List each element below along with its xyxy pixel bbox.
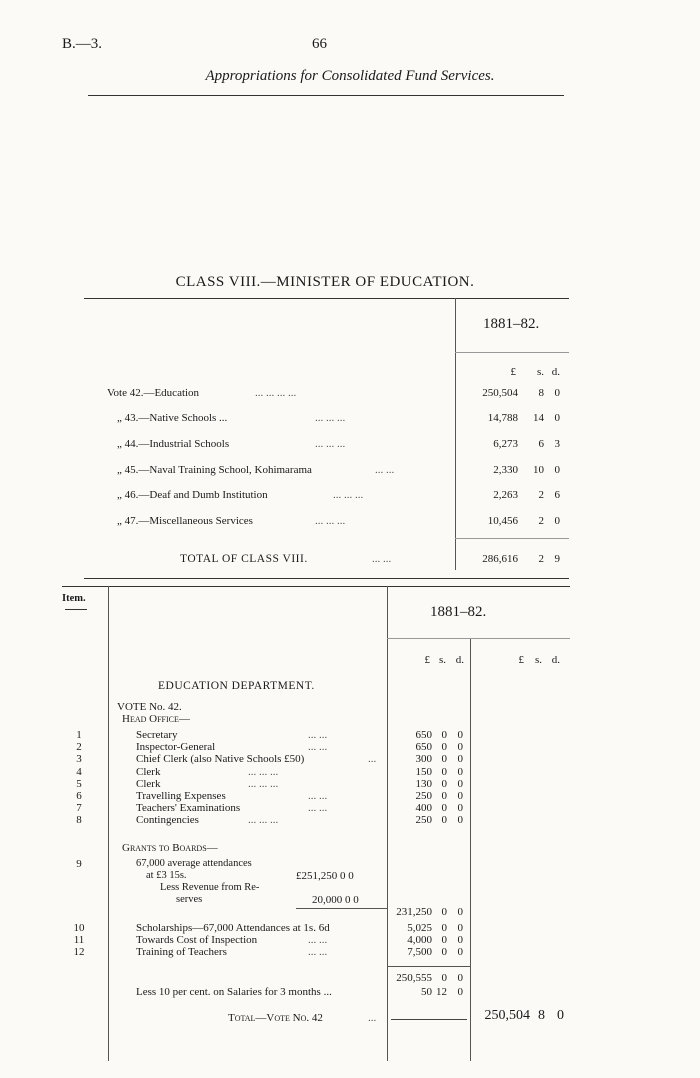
line-item-shillings: 0 <box>441 922 447 934</box>
item-number: 3 <box>76 753 82 765</box>
line-item-shillings: 0 <box>441 814 447 826</box>
line-item-pounds: 7,500 <box>407 946 432 958</box>
summary-row-pence: 0 <box>554 515 560 527</box>
subtotal-pence: 0 <box>457 972 463 984</box>
summary-row-shillings: 2 <box>538 489 544 501</box>
item-header-underline <box>65 609 87 610</box>
summary-bottom-rule <box>84 578 569 579</box>
item-number: 10 <box>73 922 85 934</box>
summary-row-dots: ... ... ... ... <box>255 387 297 399</box>
vote-heading: VOTE No. 42. <box>117 701 182 713</box>
line-item-pence: 0 <box>457 753 463 765</box>
item-column-divider <box>108 586 109 1061</box>
header-rule <box>88 95 564 96</box>
line-item-pence: 0 <box>457 946 463 958</box>
item-number: 6 <box>76 790 82 802</box>
line-item-pounds: 650 <box>415 741 432 753</box>
line-item-dots: ... ... ... <box>248 814 279 826</box>
item-number: 4 <box>76 766 82 778</box>
detail-col-d-2: d. <box>551 654 560 666</box>
line-item-shillings: 0 <box>441 802 447 814</box>
line-item-pounds: 650 <box>415 729 432 741</box>
summary-row-dots: ... ... ... <box>315 412 346 424</box>
summary-row-dots: ... ... ... <box>333 489 364 501</box>
detail-col-s-2: s. <box>534 654 542 666</box>
summary-row-shillings: 8 <box>538 387 544 399</box>
less-shillings: 12 <box>436 986 447 998</box>
grants-line-1: 67,000 average attendances <box>136 858 252 869</box>
line-item-shillings: 0 <box>441 766 447 778</box>
line-item-pounds: 5,025 <box>407 922 432 934</box>
line-item-label: Scholarships—67,000 Attendances at 1s. 6d <box>136 922 330 934</box>
summary-col-d: d. <box>551 366 560 378</box>
line-item-dots: ... ... <box>308 729 328 741</box>
summary-row-label: „ 45.—Naval Training School, Kohimarama <box>117 464 312 476</box>
detail-col-pound-2: £ <box>518 654 524 666</box>
line-item-label: Secretary <box>136 729 178 741</box>
grants-line-3: Less Revenue from Re- <box>160 882 260 893</box>
line-item-pounds: 300 <box>415 753 432 765</box>
vote-total-pence: 0 <box>557 1008 564 1023</box>
summary-row-label: Vote 42.—Education <box>107 387 200 399</box>
summary-col-pound: £ <box>510 366 516 378</box>
summary-row-pounds: 2,330 <box>493 464 518 476</box>
line-item-pence: 0 <box>457 741 463 753</box>
summary-year: 1881–82. <box>483 316 540 332</box>
vote-total-dots: ... <box>368 1012 377 1024</box>
line-item-shillings: 0 <box>441 753 447 765</box>
line-item-dots: ... ... <box>308 802 328 814</box>
detail-item-header: Item. <box>62 593 86 604</box>
grants-total-shillings: 0 <box>441 906 447 918</box>
line-item-shillings: 0 <box>441 729 447 741</box>
detail-top-rule <box>62 586 570 587</box>
line-item-pounds: 250 <box>415 814 432 826</box>
line-item-dots: ... ... <box>308 741 328 753</box>
line-item-shillings: 0 <box>441 778 447 790</box>
summary-total-pence: 9 <box>554 553 560 565</box>
grants-total-pounds: 231,250 <box>396 906 432 918</box>
summary-row-shillings: 2 <box>538 515 544 527</box>
summary-total-pounds: 286,616 <box>482 553 518 565</box>
department-heading: EDUCATION DEPARTMENT. <box>158 680 315 692</box>
amount-column-divider <box>387 586 388 1061</box>
line-item-shillings: 0 <box>441 946 447 958</box>
summary-row-pence: 0 <box>554 387 560 399</box>
line-item-pence: 0 <box>457 922 463 934</box>
summary-row-dots: ... ... <box>375 464 395 476</box>
vote-total-pounds: 250,504 <box>484 1008 530 1023</box>
item-number: 1 <box>76 729 82 741</box>
subtotal-shillings: 0 <box>441 972 447 984</box>
summary-row-dots: ... ... ... <box>315 515 346 527</box>
line-item-pounds: 4,000 <box>407 934 432 946</box>
detail-col-pound-1: £ <box>424 654 430 666</box>
line-item-pence: 0 <box>457 814 463 826</box>
item-number: 5 <box>76 778 82 790</box>
line-item-dots: ... ... <box>308 946 328 958</box>
page-title: Appropriations for Consolidated Fund Services. <box>205 68 495 84</box>
vote-total-rule <box>391 1019 467 1020</box>
item-number: 11 <box>73 934 85 946</box>
summary-row-pounds: 250,504 <box>482 387 518 399</box>
line-item-pence: 0 <box>457 778 463 790</box>
less-pounds: 50 <box>421 986 432 998</box>
item-number: 7 <box>76 802 82 814</box>
line-item-dots: ... <box>368 753 377 765</box>
summary-row-pounds: 6,273 <box>493 438 518 450</box>
summary-column-divider <box>455 298 456 570</box>
summary-row-pounds: 10,456 <box>487 515 518 527</box>
line-item-pence: 0 <box>457 934 463 946</box>
item-number: 9 <box>76 858 82 870</box>
line-item-shillings: 0 <box>441 934 447 946</box>
subtotal-pounds: 250,555 <box>396 972 432 984</box>
subtotal-rule <box>387 966 470 967</box>
grants-total-pence: 0 <box>457 906 463 918</box>
line-item-shillings: 0 <box>441 790 447 802</box>
detail-year-rule <box>387 638 570 639</box>
grants-heading: Grants to Boards— <box>122 842 218 854</box>
line-item-pounds: 250 <box>415 790 432 802</box>
subtotal-column-divider <box>470 638 471 1061</box>
class-title: CLASS VIII.—MINISTER OF EDUCATION. <box>175 274 475 290</box>
summary-top-rule <box>84 298 569 299</box>
summary-total-dots: ... ... <box>372 553 392 565</box>
summary-row-pence: 3 <box>554 438 560 450</box>
line-item-pence: 0 <box>457 790 463 802</box>
line-item-label: Clerk <box>136 778 161 790</box>
grants-line-4: serves <box>176 894 203 905</box>
line-item-pence: 0 <box>457 729 463 741</box>
summary-row-pence: 0 <box>554 464 560 476</box>
item-number: 8 <box>76 814 82 826</box>
summary-col-s: s. <box>536 366 544 378</box>
detail-col-d-1: d. <box>455 654 464 666</box>
vote-total-label: Total—Vote No. 42 <box>228 1012 323 1024</box>
summary-row-label: „ 47.—Miscellaneous Services <box>117 515 253 527</box>
summary-row-shillings: 10 <box>533 464 544 476</box>
summary-row-pounds: 2,263 <box>493 489 518 501</box>
line-item-label: Towards Cost of Inspection <box>136 934 258 946</box>
summary-row-pounds: 14,788 <box>487 412 518 424</box>
summary-row-shillings: 14 <box>533 412 544 424</box>
line-item-dots: ... ... ... <box>248 766 279 778</box>
line-item-pounds: 130 <box>415 778 432 790</box>
line-item-label: Travelling Expenses <box>136 790 226 802</box>
line-item-label: Contingencies <box>136 814 199 826</box>
summary-row-dots: ... ... ... <box>315 438 346 450</box>
summary-row-label: „ 44.—Industrial Schools <box>117 438 230 450</box>
detail-col-s-1: s. <box>438 654 446 666</box>
summary-row-pence: 0 <box>554 412 560 424</box>
less-label: Less 10 per cent. on Salaries for 3 months ... <box>136 986 332 998</box>
summary-total-label: TOTAL OF CLASS VIII. <box>180 553 308 565</box>
line-item-pence: 0 <box>457 766 463 778</box>
detail-year: 1881–82. <box>430 604 487 620</box>
vote-total-shillings: 8 <box>538 1008 545 1023</box>
summary-total-shillings: 2 <box>538 553 544 565</box>
summary-row-shillings: 6 <box>538 438 544 450</box>
line-item-label: Inspector-General <box>136 741 216 753</box>
summary-row-label: „ 46.—Deaf and Dumb Institution <box>117 489 268 501</box>
summary-total-rule <box>455 538 569 539</box>
grants-rule <box>296 908 387 909</box>
item-number: 12 <box>73 946 85 958</box>
summary-row-pence: 6 <box>554 489 560 501</box>
summary-year-rule <box>455 352 569 353</box>
document-reference: B.—3. <box>62 36 103 52</box>
line-item-label: Chief Clerk (also Native Schools £50) <box>136 753 305 765</box>
grants-amount-2: 20,000 0 0 <box>312 894 359 906</box>
less-pence: 0 <box>457 986 463 998</box>
item-number: 2 <box>76 741 82 753</box>
summary-row-label: „ 43.—Native Schools ... <box>117 412 228 424</box>
line-item-label: Teachers' Examinations <box>136 802 241 814</box>
line-item-pounds: 150 <box>415 766 432 778</box>
line-item-pounds: 400 <box>415 802 432 814</box>
line-item-shillings: 0 <box>441 741 447 753</box>
grants-line-2: at £3 15s. <box>146 870 187 881</box>
grants-amount-1: £251,250 0 0 <box>296 870 354 882</box>
head-office-heading: Head Office— <box>122 713 190 725</box>
page-number: 66 <box>312 36 327 52</box>
line-item-dots: ... ... <box>308 934 328 946</box>
line-item-label: Clerk <box>136 766 161 778</box>
line-item-pence: 0 <box>457 802 463 814</box>
line-item-dots: ... ... ... <box>248 778 279 790</box>
line-item-label: Training of Teachers <box>136 946 227 958</box>
line-item-dots: ... ... <box>308 790 328 802</box>
